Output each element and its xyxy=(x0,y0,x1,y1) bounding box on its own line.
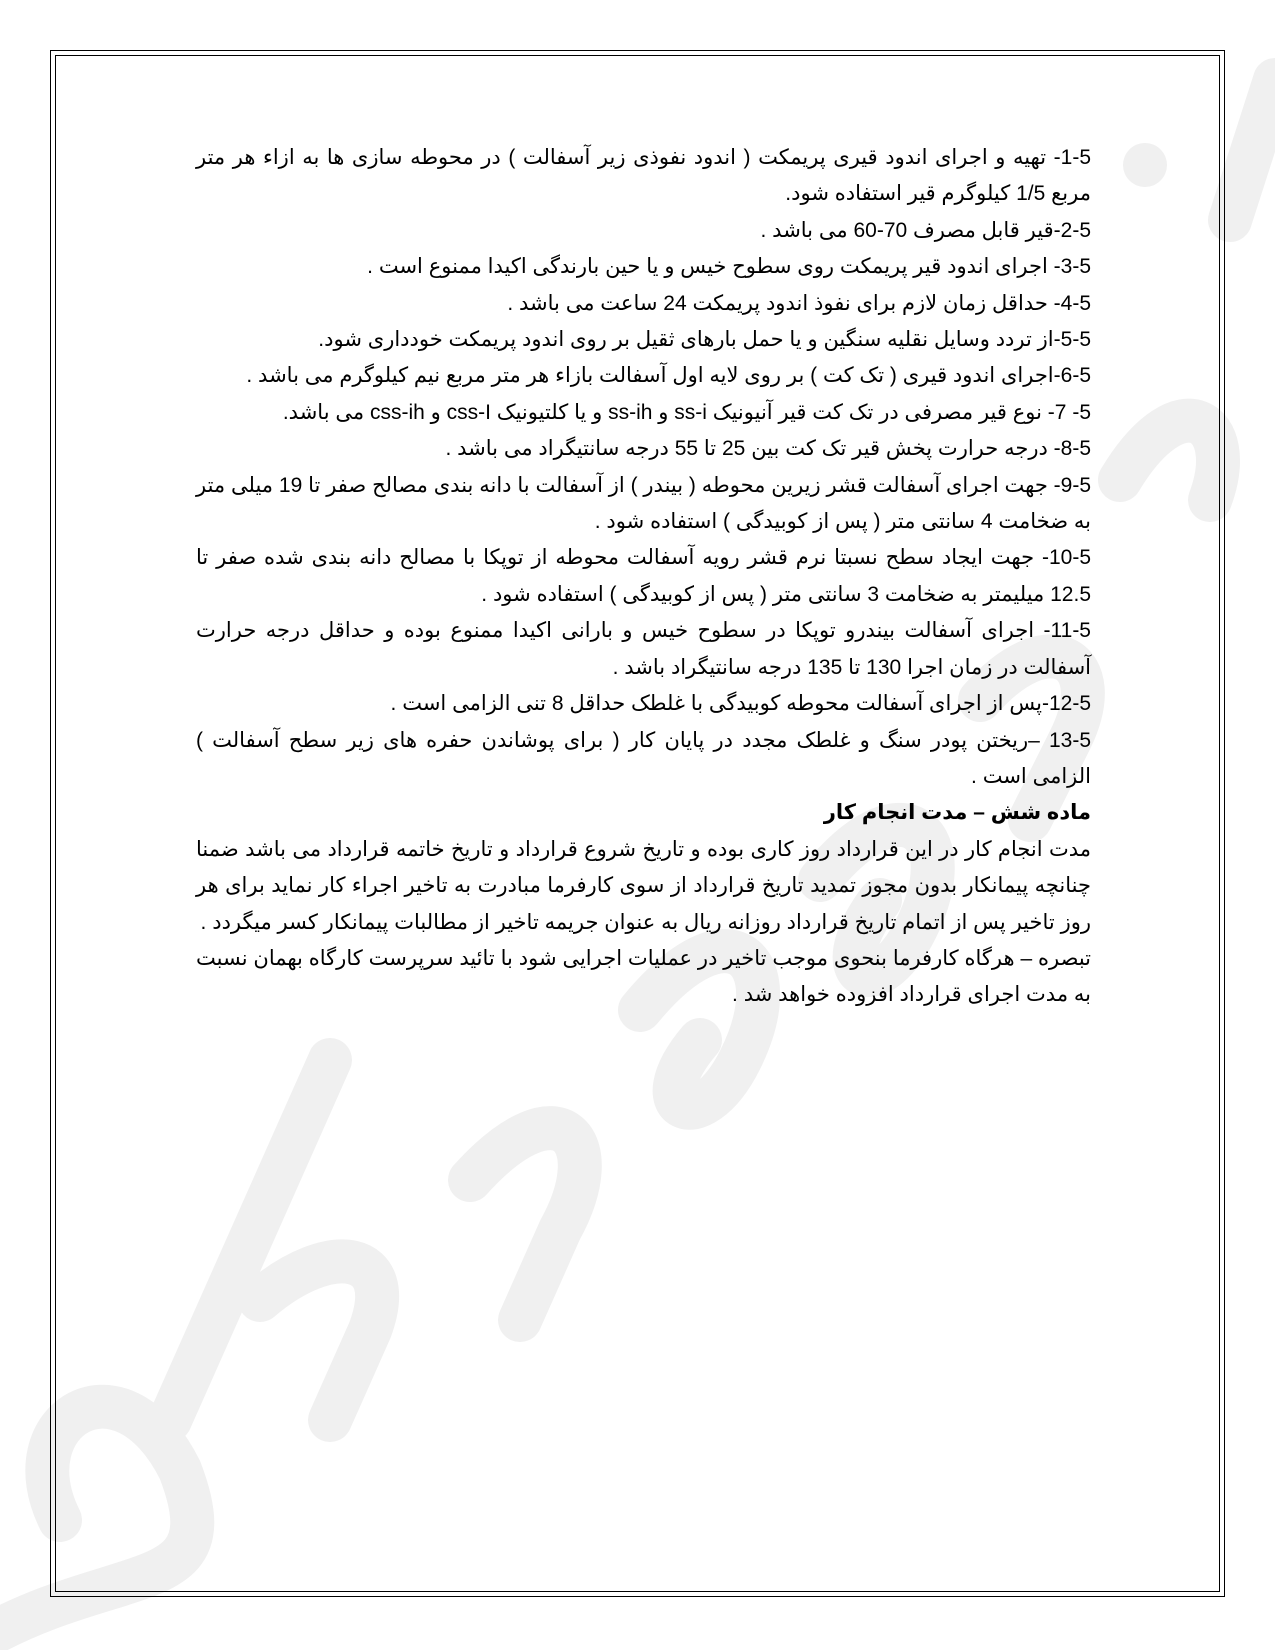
duration-paragraph: مدت انجام کار در این قرارداد روز کاری بوده و تاریخ شروع قرارداد و تاریخ خاتمه قرارداد می باشد ضمنا چنانچه پیمانکار بدون مجوز تمدید تاریخ قرارداد از سوی کارفرما مبادرت به تاخیر اجراء کار نماید برای هر روز تاخیر پس از اتمام تاریخ قرارداد روزانه ریال به عنوان جریمه تاخیر از مطالبات پیمانکار کسر میگردد . xyxy=(196,837,1091,934)
document-body xyxy=(196,140,1091,1014)
clause-5-4: 4-5- حداقل زمان لازم برای نفوذ اندود پریمکت 24 ساعت می باشد . xyxy=(507,291,1091,315)
clause-5-9: 9-5- جهت اجرای آسفالت قشر زیرین محوطه ( بیندر ) از آسفالت با دانه بندی مصالح صفر تا 19 میلی متر به ضخامت 4 سانتی متر ( پس از کوبیدگی ) استفاده شود . xyxy=(196,473,1091,534)
clause-5-1: 1-5- تهیه و اجرای اندود قیری پریمکت ( اندود نفوذی زیر آسفالت ) در محوطه سازی ها به ازاء هر متر مربع 1/5 کیلوگرم قیر استفاده شود. xyxy=(196,146,1091,206)
clause-5-12: 12-5-پس از اجرای آسفالت محوطه کوبیدگی با غلطک حداقل 8 تنی الزامی است . xyxy=(390,692,1091,716)
clause-5-5: 5-5-از تردد وسایل نقلیه سنگین و یا حمل بارهای ثقیل بر روی اندود پریمکت خودداری شود. xyxy=(318,328,1091,352)
clause-5-10: 10-5- جهت ایجاد سطح نسبتا نرم قشر رویه آسفالت محوطه از توپکا با مصالح دانه بندی شده صفر تا 12.5 میلیمتر به ضخامت 3 سانتی متر ( پس از کوبیدگی ) استفاده شود . xyxy=(196,546,1091,606)
clause-5-2: 2-5-قیر قابل مصرف 70-60 می باشد . xyxy=(760,218,1091,242)
clause-5-8: 8-5- درجه حرارت پخش قیر تک کت بین 25 تا 55 درجه سانتیگراد می باشد . xyxy=(445,437,1091,461)
clause-5-3: 3-5- اجرای اندود قیر پریمکت روی سطوح خیس و یا حین بارندگی اکیدا ممنوع است . xyxy=(367,255,1091,279)
clause-5-13: 13-5 –ریختن پودر سنگ و غلطک مجدد در پایان کار ( برای پوشاندن حفره های زیر سطح آسفالت ) الزامی است . xyxy=(196,728,1091,788)
note-paragraph: تبصره – هرگاه کارفرما بنحوی موجب تاخیر در عملیات اجرایی شود با تائید سرپرست کارگاه بهمان نسبت به مدت اجرای قرارداد افزوده خواهد شد . xyxy=(196,946,1091,1007)
clause-5-7: 5- 7- نوع قیر مصرفی در تک کت قیر آنیونیک ss-i و ss-ih و یا کلتیونیک css-I و css-ih می باشد. xyxy=(282,400,1091,424)
clause-5-11: 11-5- اجرای آسفالت بیندرو توپکا در سطوح خیس و بارانی اکیدا ممنوع بوده و حداقل درجه حرارت آسفالت در زمان اجرا 130 تا 135 درجه سانتیگراد باشد . xyxy=(196,619,1091,679)
clause-5-6: 6-5-اجرای اندود قیری ( تک کت ) بر روی لایه اول آسفالت بازاء هر متر مربع نیم کیلوگرم می باشد . xyxy=(246,364,1091,388)
section-title: ماده شش – مدت انجام کار xyxy=(823,801,1091,825)
